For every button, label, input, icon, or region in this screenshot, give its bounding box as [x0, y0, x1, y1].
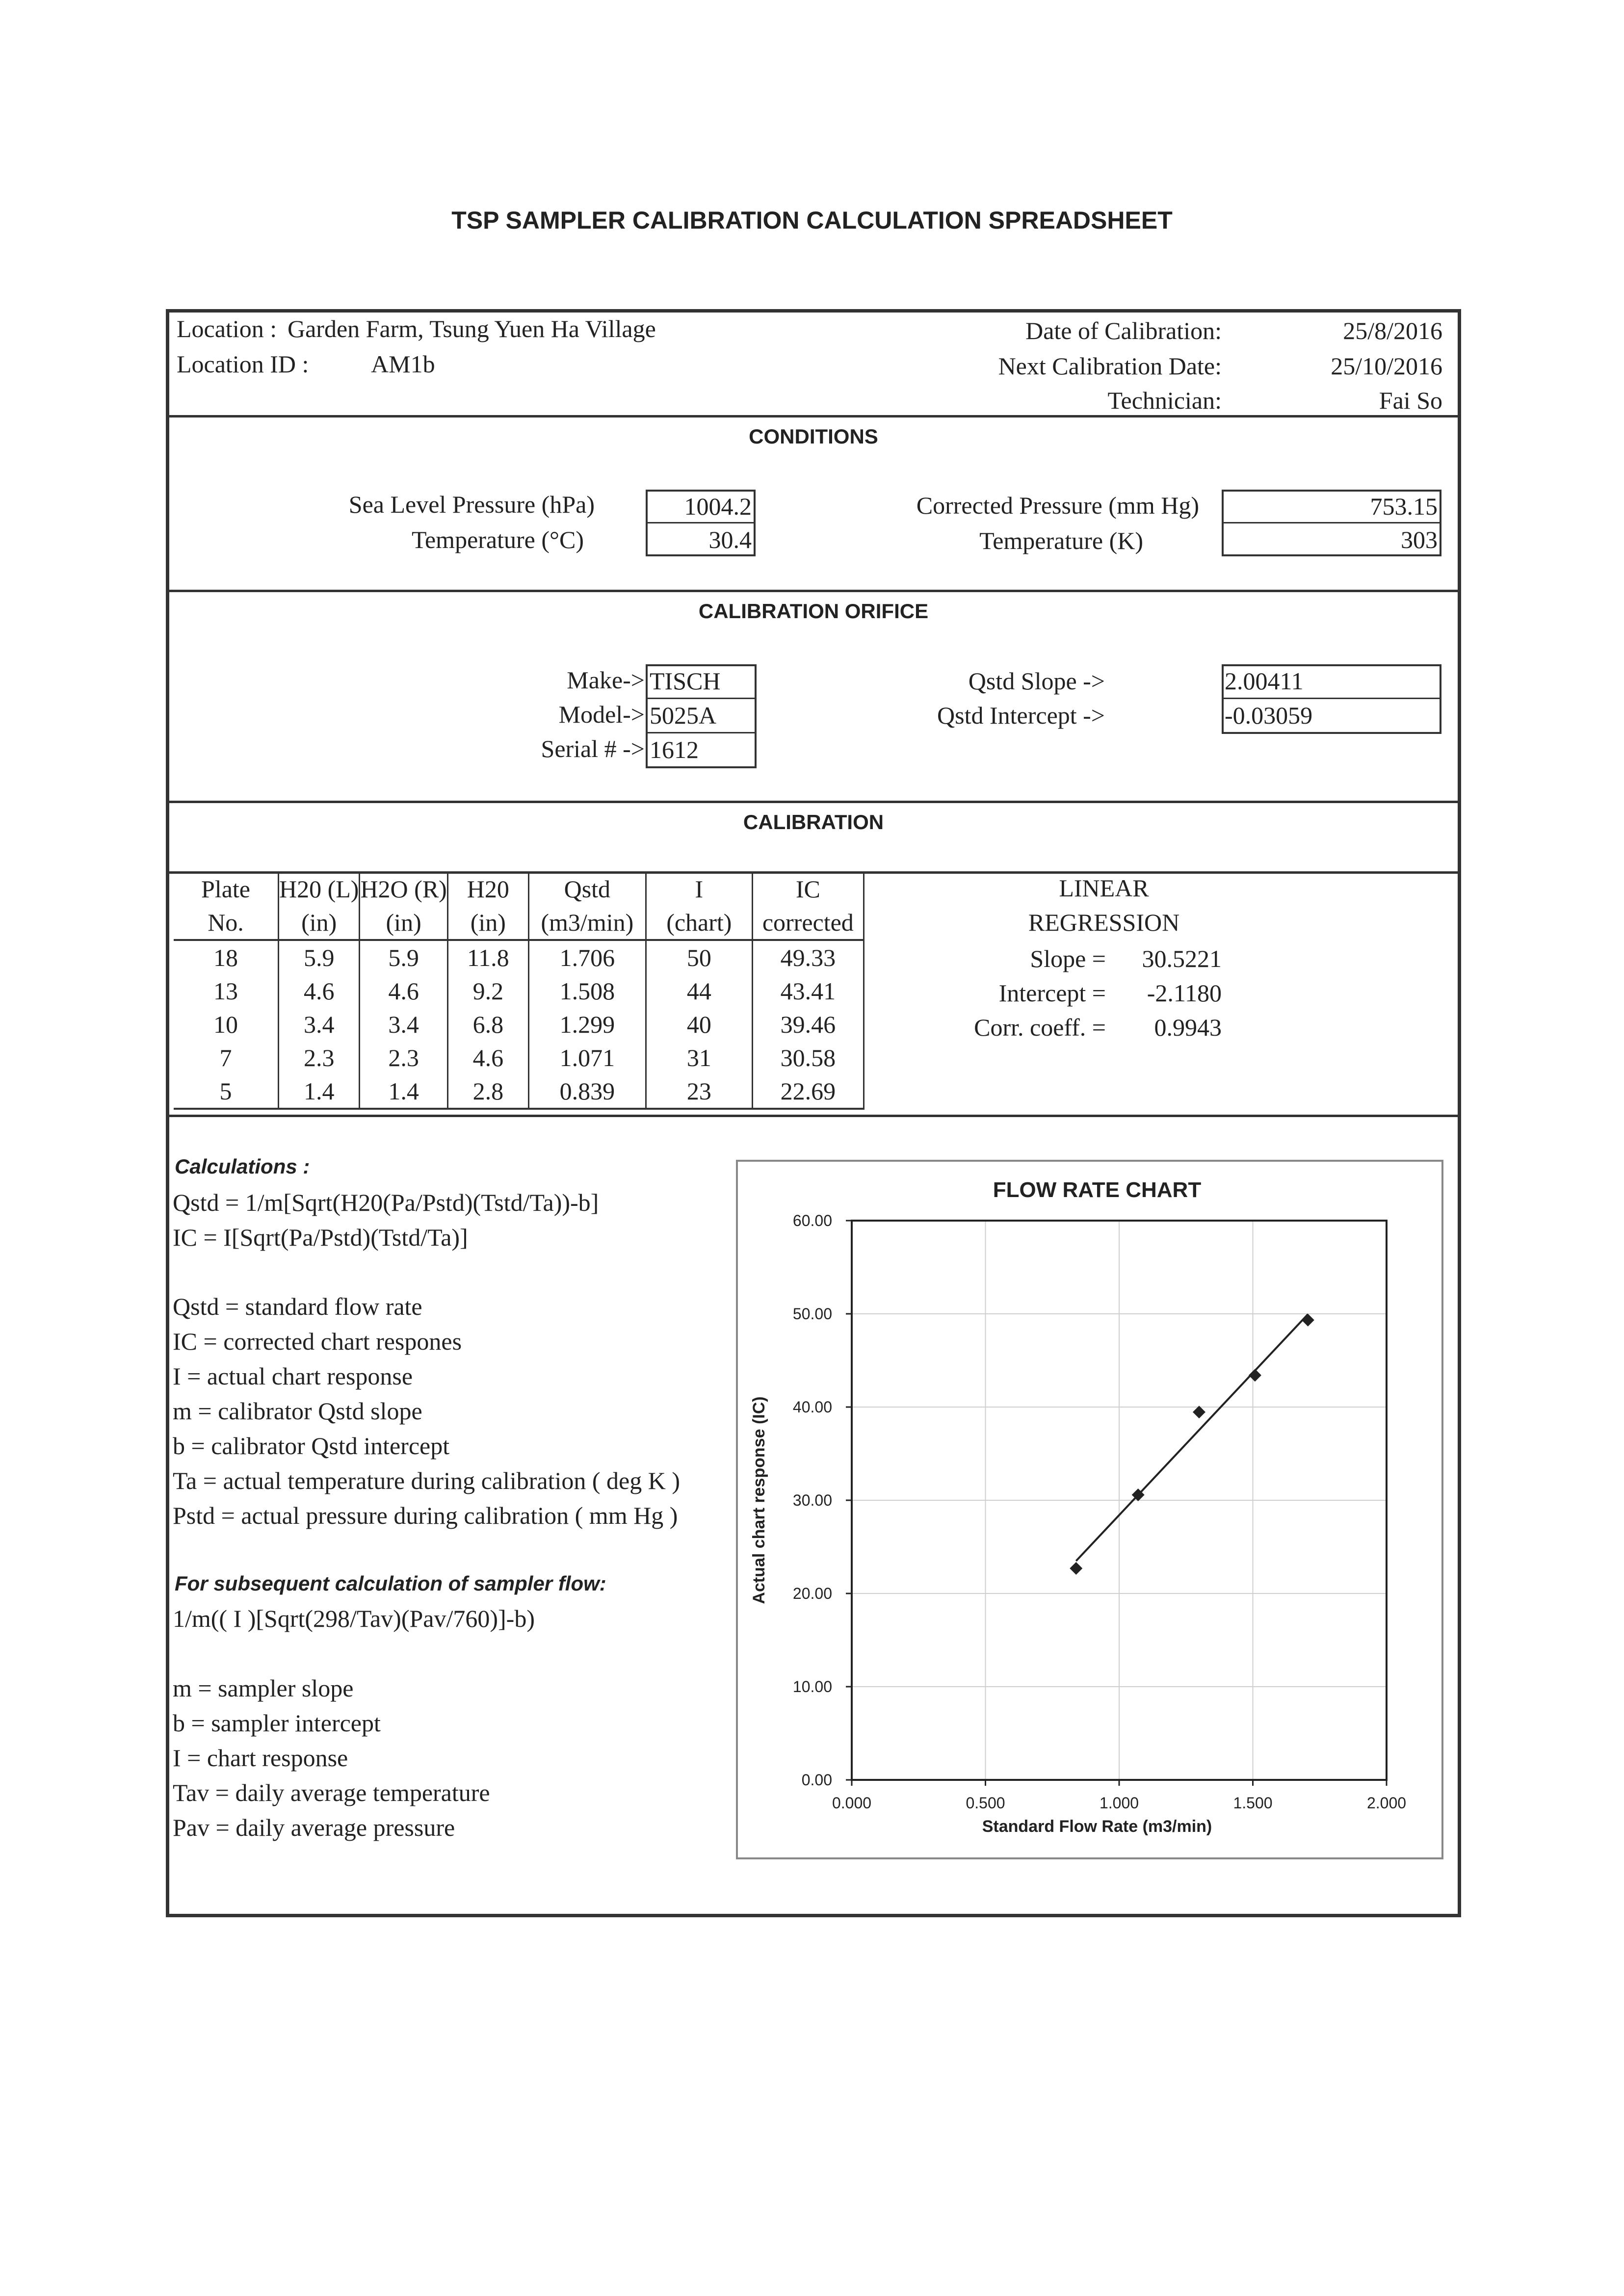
- col-header: Qstd: [528, 872, 646, 906]
- sea-level-pressure-value: 1004.2: [684, 493, 752, 520]
- technician-label: Technician:: [1107, 387, 1222, 414]
- table-cell: 2.3: [360, 1041, 447, 1074]
- col-header-unit: (chart): [646, 906, 752, 940]
- subsequent-definition: I = chart response: [173, 1744, 348, 1772]
- table-cell: 1.071: [528, 1041, 646, 1074]
- table-cell: 43.41: [752, 974, 864, 1008]
- table-cell: 0.839: [528, 1074, 646, 1109]
- definition-item: I = actual chart response: [173, 1362, 413, 1390]
- table-cell: 50: [646, 940, 752, 974]
- box-divider: [646, 522, 756, 523]
- section-divider: [166, 415, 1461, 417]
- table-cell: 3.4: [360, 1008, 447, 1041]
- y-tick-label: 10.00: [792, 1678, 832, 1696]
- section-divider: [166, 801, 1461, 803]
- col-header: H2O (R): [360, 872, 447, 906]
- subsequent-definition: Tav = daily average temperature: [173, 1779, 490, 1806]
- col-header: IC: [752, 872, 864, 906]
- serial-value: 1612: [650, 736, 699, 763]
- definition-item: IC = corrected chart respones: [173, 1328, 462, 1355]
- table-cell: 40: [646, 1008, 752, 1041]
- y-axis-label: Actual chart response (IC): [750, 1396, 768, 1604]
- col-header: Plate: [174, 872, 279, 906]
- table-row: [174, 940, 864, 974]
- table-cell: 4.6: [279, 974, 360, 1008]
- box-divider: [646, 732, 757, 733]
- section-divider: [166, 1115, 1461, 1117]
- regression-corr-label: Corr. coeff. =: [974, 1014, 1106, 1041]
- formula-qstd: Qstd = 1/m[Sqrt(H20(Pa/Pstd)(Tstd/Ta))-b]: [173, 1189, 599, 1216]
- serial-label: Serial # ->: [541, 735, 645, 762]
- qstd-intercept-value: -0.03059: [1225, 702, 1313, 729]
- definition-item: m = calibrator Qstd slope: [173, 1397, 422, 1425]
- subsequent-definition: b = sampler intercept: [173, 1709, 381, 1737]
- temperature-c-label: Temperature (°C): [411, 526, 584, 553]
- table-cell: 6.8: [447, 1008, 528, 1041]
- conditions-heading: CONDITIONS: [749, 425, 878, 448]
- subsequent-definition: Pav = daily average pressure: [173, 1814, 455, 1841]
- table-cell: 4.6: [360, 974, 447, 1008]
- table-cell: 22.69: [752, 1074, 864, 1109]
- page-title: TSP SAMPLER CALIBRATION CALCULATION SPREADSHEET: [451, 207, 1173, 234]
- model-label: Model->: [558, 701, 645, 728]
- table-cell: 2.8: [447, 1074, 528, 1109]
- col-header: H20: [447, 872, 528, 906]
- definition-item: Pstd = actual pressure during calibration ( mm Hg ): [173, 1502, 678, 1529]
- col-header-unit: No.: [174, 906, 279, 940]
- model-value: 5025A: [650, 702, 717, 729]
- box-divider: [1222, 522, 1441, 523]
- location-id-label: Location ID :: [177, 350, 309, 378]
- table-cell: 31: [646, 1041, 752, 1074]
- orifice-heading: CALIBRATION ORIFICE: [698, 600, 929, 623]
- table-cell: 1.4: [279, 1074, 360, 1109]
- sea-level-pressure-label: Sea Level Pressure (hPa): [348, 491, 595, 518]
- y-tick-label: 40.00: [792, 1398, 832, 1416]
- box-divider: [646, 698, 757, 699]
- table-row: [174, 1074, 864, 1109]
- col-header: H20 (L): [279, 872, 360, 906]
- x-tick-label: 2.000: [1366, 1794, 1407, 1812]
- calibration-date-label: Date of Calibration:: [1025, 317, 1222, 344]
- flow-rate-chart: [736, 1160, 1444, 1860]
- y-tick-label: 30.00: [792, 1491, 832, 1509]
- location-label: Location :: [177, 315, 277, 342]
- table-cell: 7: [174, 1041, 279, 1074]
- qstd-intercept-label: Qstd Intercept ->: [937, 702, 1105, 729]
- table-cell: 39.46: [752, 1008, 864, 1041]
- col-header-unit: corrected: [752, 906, 864, 940]
- table-cell: 5.9: [360, 940, 447, 974]
- regression-intercept-label: Intercept =: [998, 979, 1106, 1007]
- table-cell: 11.8: [447, 940, 528, 974]
- x-tick-label: 1.000: [1099, 1794, 1139, 1812]
- location-id-value: AM1b: [371, 350, 435, 378]
- x-tick-label: 1.500: [1233, 1794, 1273, 1812]
- table-cell: 13: [174, 974, 279, 1008]
- calibration-table: [174, 872, 864, 1110]
- chart-background: [737, 1161, 1442, 1858]
- definition-item: Ta = actual temperature during calibration ( deg K ): [173, 1467, 680, 1494]
- x-axis-label: Standard Flow Rate (m3/min): [982, 1817, 1212, 1836]
- subsequent-heading: For subsequent calculation of sampler flow:: [175, 1572, 606, 1595]
- temperature-k-label: Temperature (K): [979, 527, 1143, 554]
- next-calibration-date-label: Next Calibration Date:: [998, 352, 1222, 380]
- corrected-pressure-label: Corrected Pressure (mm Hg): [916, 492, 1199, 519]
- box-divider: [1222, 698, 1441, 699]
- regression-intercept-value: -2.1180: [1147, 979, 1222, 1007]
- technician-value: Fai So: [1379, 387, 1442, 414]
- col-header-unit: (m3/min): [528, 906, 646, 940]
- table-cell: 30.58: [752, 1041, 864, 1074]
- col-header-unit: (in): [447, 906, 528, 940]
- table-cell: 1.299: [528, 1008, 646, 1041]
- regression-title: LINEAR: [1059, 874, 1149, 902]
- col-header-unit: (in): [279, 906, 360, 940]
- col-header-unit: (in): [360, 906, 447, 940]
- qstd-slope-value: 2.00411: [1225, 667, 1304, 695]
- y-tick-label: 20.00: [792, 1585, 832, 1602]
- formula-ic: IC = I[Sqrt(Pa/Pstd)(Tstd/Ta)]: [173, 1224, 468, 1251]
- table-cell: 5: [174, 1074, 279, 1109]
- table-cell: 1.508: [528, 974, 646, 1008]
- calibration-heading: CALIBRATION: [743, 810, 884, 834]
- x-tick-label: 0.500: [966, 1794, 1005, 1812]
- section-divider: [166, 590, 1461, 592]
- regression-subtitle: REGRESSION: [1028, 909, 1180, 936]
- subsequent-definition: m = sampler slope: [173, 1674, 354, 1702]
- table-row: [174, 974, 864, 1008]
- table-cell: 5.9: [279, 940, 360, 974]
- y-tick-label: 0.00: [801, 1771, 832, 1789]
- table-cell: 10: [174, 1008, 279, 1041]
- chart-title: FLOW RATE CHART: [993, 1178, 1202, 1202]
- table-cell: 23: [646, 1074, 752, 1109]
- temperature-k-value: 303: [1401, 526, 1438, 553]
- location-value: Garden Farm, Tsung Yuen Ha Village: [288, 315, 656, 342]
- calibration-date-value: 25/8/2016: [1343, 317, 1442, 344]
- table-cell: 3.4: [279, 1008, 360, 1041]
- calculations-heading: Calculations :: [175, 1155, 310, 1178]
- definition-item: Qstd = standard flow rate: [173, 1293, 422, 1320]
- regression-corr-value: 0.9943: [1154, 1014, 1222, 1041]
- y-tick-label: 50.00: [792, 1305, 832, 1323]
- make-label: Make->: [567, 666, 645, 694]
- table-row: [174, 1041, 864, 1074]
- table-cell: 49.33: [752, 940, 864, 974]
- table-cell: 44: [646, 974, 752, 1008]
- x-tick-label: 0.000: [832, 1794, 872, 1812]
- table-cell: 4.6: [447, 1041, 528, 1074]
- y-tick-label: 60.00: [792, 1212, 832, 1229]
- regression-slope-label: Slope =: [1030, 945, 1106, 972]
- regression-slope-value: 30.5221: [1142, 945, 1222, 972]
- temperature-c-value: 30.4: [708, 526, 752, 553]
- table-cell: 18: [174, 940, 279, 974]
- corrected-pressure-value: 753.15: [1370, 493, 1438, 520]
- definition-item: b = calibrator Qstd intercept: [173, 1432, 450, 1460]
- table-row: [174, 1008, 864, 1041]
- table-cell: 1.706: [528, 940, 646, 974]
- table-cell: 1.4: [360, 1074, 447, 1109]
- subsequent-formula: 1/m(( I )[Sqrt(298/Tav)(Pav/760)]-b): [173, 1605, 535, 1632]
- col-header: I: [646, 872, 752, 906]
- make-value: TISCH: [650, 667, 721, 695]
- table-cell: 9.2: [447, 974, 528, 1008]
- next-calibration-date-value: 25/10/2016: [1331, 352, 1442, 380]
- qstd-slope-label: Qstd Slope ->: [968, 667, 1105, 695]
- table-cell: 2.3: [279, 1041, 360, 1074]
